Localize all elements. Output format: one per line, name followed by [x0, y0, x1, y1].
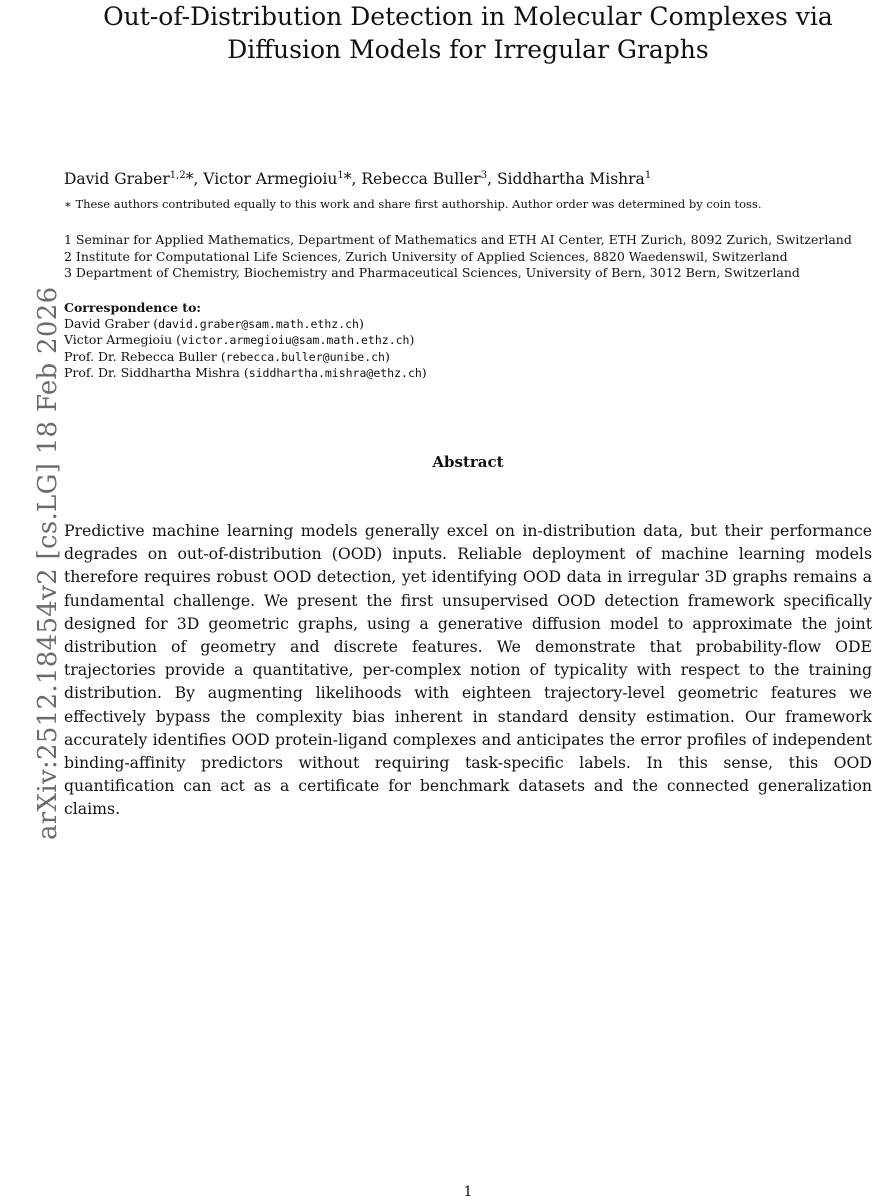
- correspondence-contact: Prof. Dr. Siddhartha Mishra (siddhartha.mishra@ethz.ch): [64, 365, 427, 380]
- arxiv-identifier-stamp: arXiv:2512.18454v2 [cs.LG] 18 Feb 2026: [33, 286, 63, 840]
- author-name: Siddhartha Mishra: [496, 170, 645, 188]
- affiliation-marks: 1: [644, 170, 652, 181]
- affiliation: 1 Seminar for Applied Mathematics, Department of Mathematics and ETH AI Center, ETH Zurich, 8092 Zurich, Switzerland: [64, 232, 852, 247]
- contact-email-link[interactable]: rebecca.buller@unibe.ch: [225, 349, 385, 364]
- equal-contribution-note: ∗ These authors contributed equally to this work and share first authorship. Author order was determined by coin toss.: [64, 197, 762, 211]
- affiliation: 3 Department of Chemistry, Biochemistry and Pharmaceutical Sciences, University of Bern, 3012 Bern, Switzerland: [64, 265, 800, 280]
- affiliation: 2 Institute for Computational Life Sciences, Zurich University of Applied Sciences, 8820 Waedenswil, Switzerland: [64, 248, 788, 264]
- author-name: Rebecca Buller: [361, 170, 481, 188]
- correspondence-contact: Prof. Dr. Rebecca Buller (rebecca.buller@unibe.ch): [64, 348, 390, 364]
- affiliation-marks: 1,2: [169, 170, 186, 181]
- contact-email-link[interactable]: david.graber@sam.math.ethz.ch: [158, 316, 359, 331]
- author-list: David Graber$^{1,2}$*, Victor Armegioiu$^1$*, Rebecca Buller$^3$, Siddhartha Mishra$^1$: [64, 170, 652, 188]
- correspondence-heading: Correspondence to:: [64, 300, 202, 315]
- contact-email-link[interactable]: victor.armegioiu@sam.math.ethz.ch: [181, 333, 410, 347]
- abstract-text: Predictive machine learning models generally excel on in-distribution data, but their performance degrades on out-of-distribution (OOD) inputs. Reliable deployment of machine learning models therefore requires robust OOD detection, yet identifying OOD data in irregular 3D graphs remains a fundamental challenge. We present the first unsupervised OOD detection framework specifically designed for 3D geometric graphs, using a generative diffusion model to approximate the joint distribution of geometry and discrete features. We demonstrate that probability-flow ODE trajectories provide a quantitative, per-complex notion of typicality with respect to the training distribution. By augmenting likelihoods with eighteen trajectory-level geometric features we effectively bypass the complexity bias inherent in standard density estimation. Our framework accurately identifies OOD protein-ligand complexes and anticipates the error profiles of independent binding-affinity predictors without requiring task-specific labels. In this sense, this OOD quantification can act as a certificate for benchmark datasets and the connected generalization claims.: [64, 521, 872, 819]
- contact-name: David Graber: [64, 315, 150, 331]
- contact-email-link[interactable]: siddhartha.mishra@ethz.ch: [248, 366, 422, 380]
- affiliation-marks: 1: [337, 170, 344, 181]
- correspondence-block: [64, 300, 427, 382]
- page-number: 1: [463, 1184, 473, 1200]
- author-name: David Graber: [64, 170, 170, 188]
- affiliation-list: [64, 232, 852, 282]
- correspondence-contact: Victor Armegioiu (victor.armegioiu@sam.math.ethz.ch): [64, 332, 415, 347]
- author-name: Victor Armegioiu: [203, 170, 338, 188]
- correspondence-contact: David Graber (david.graber@sam.math.ethz.ch): [64, 315, 364, 331]
- equal-contribution-mark: *: [185, 170, 194, 188]
- affiliation-marks: 3: [480, 170, 488, 181]
- equal-contribution-mark: *: [343, 170, 352, 188]
- contact-name: Prof. Dr. Siddhartha Mishra: [64, 365, 240, 380]
- contact-name: Prof. Dr. Rebecca Buller: [64, 348, 217, 364]
- paper-title: Out-of-Distribution Detection in Molecular Complexes via Diffusion Models for Irregular Graphs: [103, 2, 833, 64]
- contact-name: Victor Armegioiu: [64, 332, 173, 347]
- abstract-heading: Abstract: [432, 453, 504, 471]
